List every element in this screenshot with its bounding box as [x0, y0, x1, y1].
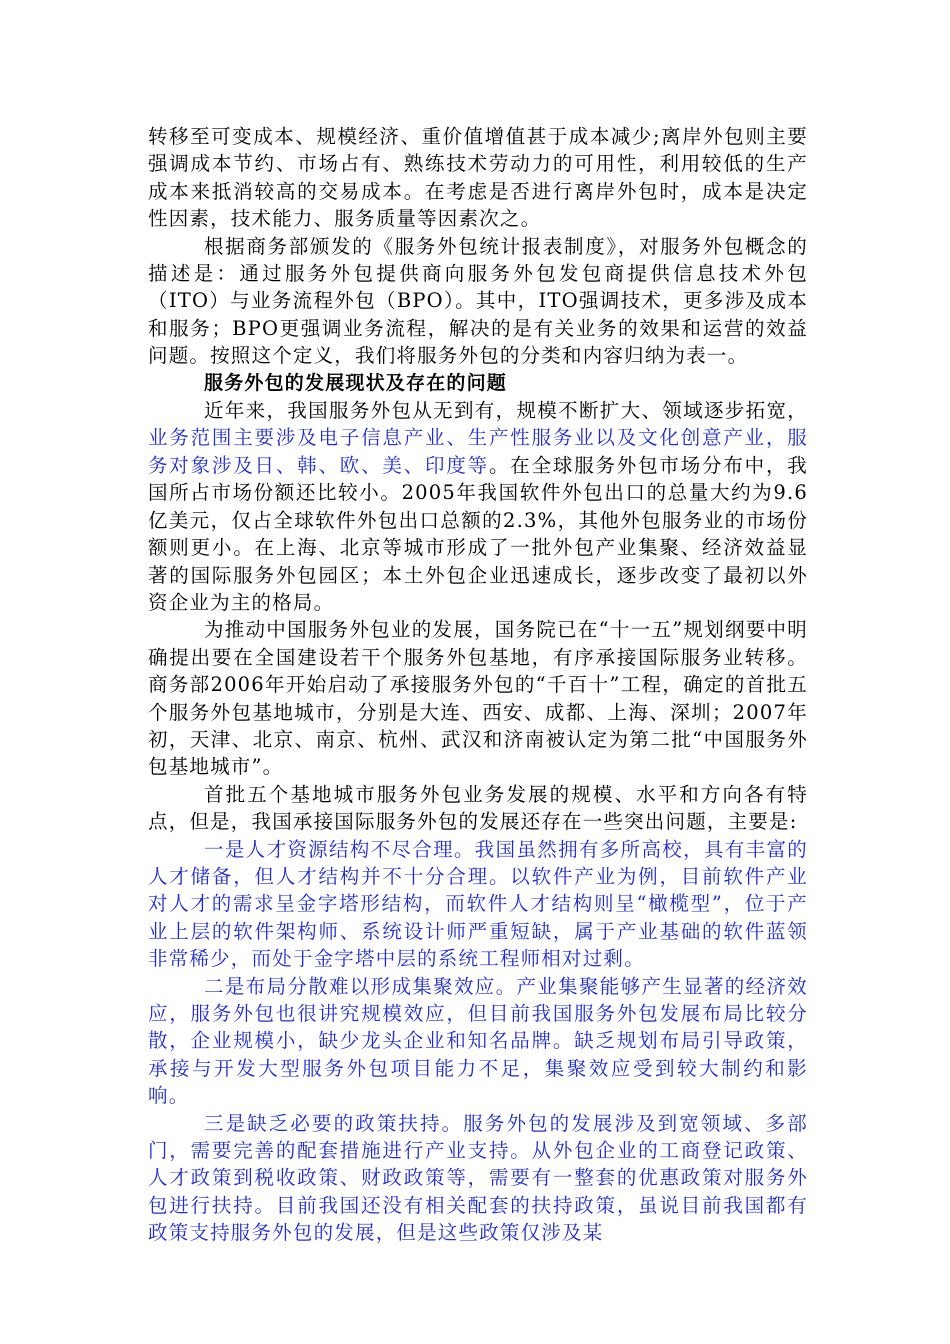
section-heading: 服务外包的发展现状及存在的问题: [204, 371, 508, 394]
paragraph-2: 根据商务部颁发的《服务外包统计报表制度》，对服务外包概念的描述是：通过服务外包提供商向服务外包发包商提供信息技术外包（ITO）与业务流程外包（BPO）。其中，ITO强调技术，更多涉及成本和服务；BPO更强调业务流程，解决的是有关业务的效果和运营的效益问题。按照这个定义，我们将服务外包的分类和内容归纳为表一。: [148, 234, 808, 368]
paragraph-3-rest: 。在全球服务外包市场分布中，我国所占市场份额还比较小。2005年我国软件外包出口的总量大约为9.6亿美元，仅占全球软件外包出口总额的2.3%，其他外包服务业的市场份额则更小。在上海、北京等城市形成了一批外包产业集聚、经济效益显著的国际服务外包园区；本土外包企业迅速成长，逐步改变了最初以外资企业为主的格局。: [148, 453, 808, 614]
paragraph-7-layout: 二是布局分散难以形成集聚效应。产业集聚能够产生显著的经济效应，服务外包也很讲究规模效应，但目前我国服务外包发展布局比较分散，企业规模小，缺少龙头企业和知名品牌。缺乏规划布局引导政策，承接与开发大型服务外包项目能力不足，集聚效应受到较大制约和影响。: [148, 974, 808, 1108]
paragraph-5: 首批五个基地城市服务外包业务发展的规模、水平和方向各有特点，但是，我国承接国际服务外包的发展还存在一些突出问题，主要是:: [148, 782, 808, 834]
paragraph-3-intro: 近年来，我国服务外包从无到有，规模不断扩大、领域逐步拓宽，: [204, 399, 808, 423]
paragraph-4: 为推动中国服务外包业的发展，国务院已在“十一五”规划纲要中明确提出要在全国建设若干个服务外包基地，有序承接国际服务业转移。商务部2006年开始启动了承接服务外包的“千百十”工程，确定的首批五个服务外包基地城市，分别是大连、西安、成都、上海、深圳；2007年初，天津、北京、南京、杭州、武汉和济南被认定为第二批“中国服务外包基地城市”。: [148, 618, 808, 779]
paragraph-8-policy: 三是缺乏必要的政策扶持。服务外包的发展涉及到宽领域、多部门，需要完善的配套措施进行产业支持。从外包企业的工商登记政策、人才政策到税收政策、财政政策等，需要有一整套的优惠政策对服务外包进行扶持。目前我国还没有相关配套的扶持政策，虽说目前我国都有政策支持服务外包的发展，但是这些政策仅涉及某: [148, 1111, 808, 1245]
paragraph-6-talent: 一是人才资源结构不尽合理。我国虽然拥有多所高校，具有丰富的人才储备，但人才结构并不十分合理。以软件产业为例，目前软件产业对人才的需求呈金字塔形结构，而软件人才结构则呈“橄榄型”，位于产业上层的软件架构师、系统设计师严重短缺，属于产业基础的软件蓝领非常稀少，而处于金字塔中层的系统工程师相对过剩。: [148, 837, 808, 971]
paragraph-3-highlight: 业务范围主要涉及电子信息产业、生产性服务业以及文化创意产业，服务对象涉及日、韩、欧、美、印度等: [148, 426, 808, 477]
paragraph-1: 转移至可变成本、规模经济、重价值增值甚于成本减少;离岸外包则主要强调成本节约、市场占有、熟练技术劳动力的可用性，利用较低的生产成本来抵消较高的交易成本。在考虑是否进行离岸外包时，成本是决定性因素，技术能力、服务质量等因素次之。: [148, 125, 808, 231]
document-page: [148, 123, 808, 1247]
paragraph-3: [148, 397, 808, 616]
